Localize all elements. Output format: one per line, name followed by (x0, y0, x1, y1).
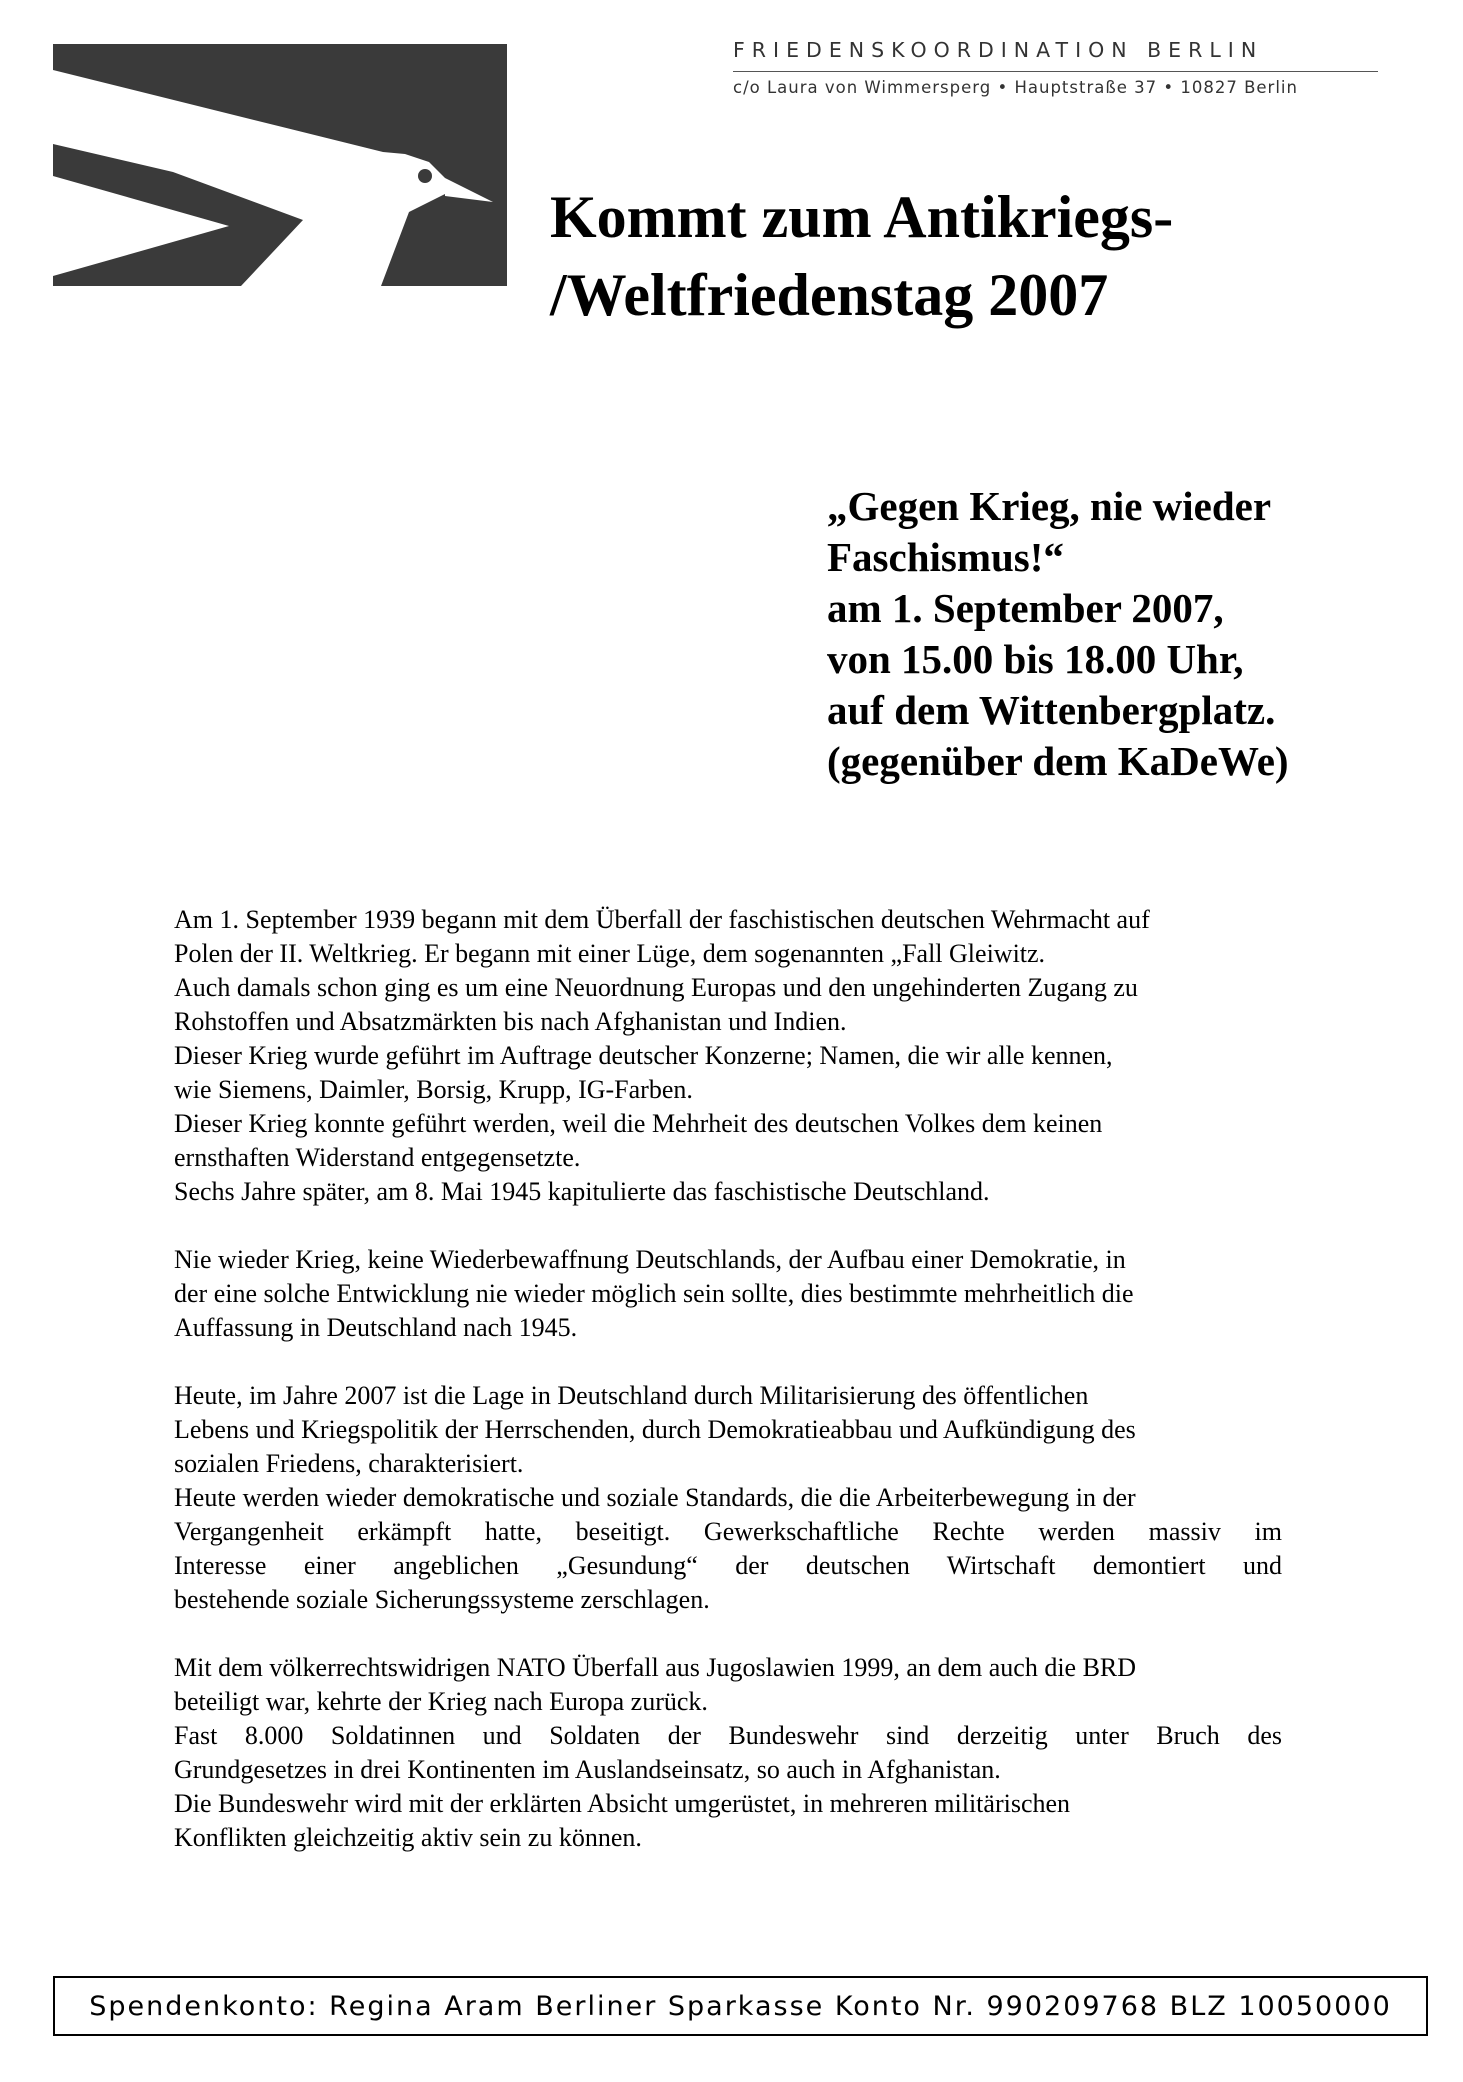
event-slogan-line-2: Faschismus!“ (827, 534, 1064, 580)
event-location-note: (gegenüber dem KaDeWe) (827, 738, 1289, 784)
body-text (174, 903, 1282, 1855)
text-line: ernsthaften Widerstand entgegensetzte. (174, 1143, 581, 1172)
event-time: von 15.00 bis 18.00 Uhr, (827, 636, 1244, 682)
page-title (550, 178, 1370, 334)
text-line: Grundgesetzes in drei Kontinenten im Auslandseinsatz, so auch in Afghanistan. (174, 1755, 1001, 1784)
event-date: am 1. September 2007, (827, 585, 1224, 631)
organization-address: c/o Laura von Wimmersperg • Hauptstraße 37 • 10827 Berlin (733, 78, 1298, 97)
paragraph-3 (174, 1379, 1282, 1617)
text-line: Mit dem völkerrechtswidrigen NATO Überfall aus Jugoslawien 1999, an dem auch die BRD (174, 1653, 1137, 1682)
header-divider (733, 71, 1378, 72)
text-line: Dieser Krieg wurde geführt im Auftrage deutscher Konzerne; Namen, die wir alle kennen, (174, 1041, 1113, 1070)
text-line: Heute, im Jahre 2007 ist die Lage in Deutschland durch Militarisierung des öffentlichen (174, 1381, 1089, 1410)
organization-name: FRIEDENSKOORDINATION BERLIN (733, 38, 1264, 62)
text-line: beteiligt war, kehrte der Krieg nach Europa zurück. (174, 1687, 708, 1716)
text-line: Dieser Krieg konnte geführt werden, weil die Mehrheit des deutschen Volkes dem keinen (174, 1109, 1103, 1138)
title-line-2: /Weltfriedenstag 2007 (550, 262, 1109, 328)
event-details (827, 481, 1387, 787)
peace-dove-logo (53, 44, 507, 286)
text-line: wie Siemens, Daimler, Borsig, Krupp, IG-Farben. (174, 1075, 693, 1104)
text-line: Lebens und Kriegspolitik der Herrschenden, durch Demokratieabbau und Aufkündigung des (174, 1415, 1136, 1444)
text-line: bestehende soziale Sicherungssysteme zerschlagen. (174, 1585, 710, 1614)
text-line: Rohstoffen und Absatzmärkten bis nach Afghanistan und Indien. (174, 1007, 847, 1036)
text-line: Sechs Jahre später, am 8. Mai 1945 kapitulierte das faschistische Deutschland. (174, 1177, 990, 1206)
text-line: Die Bundeswehr wird mit der erklärten Absicht umgerüstet, in mehreren militärischen (174, 1789, 1071, 1818)
text-line: Auffassung in Deutschland nach 1945. (174, 1313, 578, 1342)
event-location: auf dem Wittenbergplatz. (827, 687, 1276, 733)
title-line-1: Kommt zum Antikriegs- (550, 184, 1174, 250)
text-line: Am 1. September 1939 begann mit dem Überfall der faschistischen deutschen Wehrmacht auf (174, 905, 1150, 934)
text-line: Nie wieder Krieg, keine Wiederbewaffnung Deutschlands, der Aufbau einer Demokratie, in (174, 1245, 1126, 1274)
dove-icon (53, 44, 507, 286)
donation-account-text: Spendenkonto: Regina Aram Berliner Sparkasse Konto Nr. 990209768 BLZ 10050000 (89, 1990, 1392, 2022)
donation-account-box (53, 1976, 1428, 2036)
text-line: Konflikten gleichzeitig aktiv sein zu können. (174, 1823, 642, 1852)
text-line: Fast 8.000 Soldatinnen und Soldaten der Bundeswehr sind derzeitig unter Bruch des (174, 1721, 1282, 1750)
text-line: sozialen Friedens, charakterisiert. (174, 1449, 524, 1478)
text-line: der eine solche Entwicklung nie wieder möglich sein sollte, dies bestimmte mehrheitlich die (174, 1279, 1134, 1308)
text-line: Auch damals schon ging es um eine Neuordnung Europas und den ungehinderten Zugang zu (174, 973, 1138, 1002)
paragraph-4 (174, 1651, 1282, 1855)
text-line: Interesse einer angeblichen „Gesundung“ der deutschen Wirtschaft demontiert und (174, 1551, 1282, 1580)
paragraph-1 (174, 903, 1282, 1209)
text-line: Vergangenheit erkämpft hatte, beseitigt. Gewerkschaftliche Rechte werden massiv im (174, 1517, 1282, 1546)
paragraph-2 (174, 1243, 1282, 1345)
text-line: Polen der II. Weltkrieg. Er begann mit einer Lüge, dem sogenannten „Fall Gleiwitz. (174, 939, 1046, 968)
event-slogan-line-1: „Gegen Krieg, nie wieder (827, 483, 1272, 529)
text-line: Heute werden wieder demokratische und soziale Standards, die die Arbeiterbewegung in der (174, 1483, 1136, 1512)
